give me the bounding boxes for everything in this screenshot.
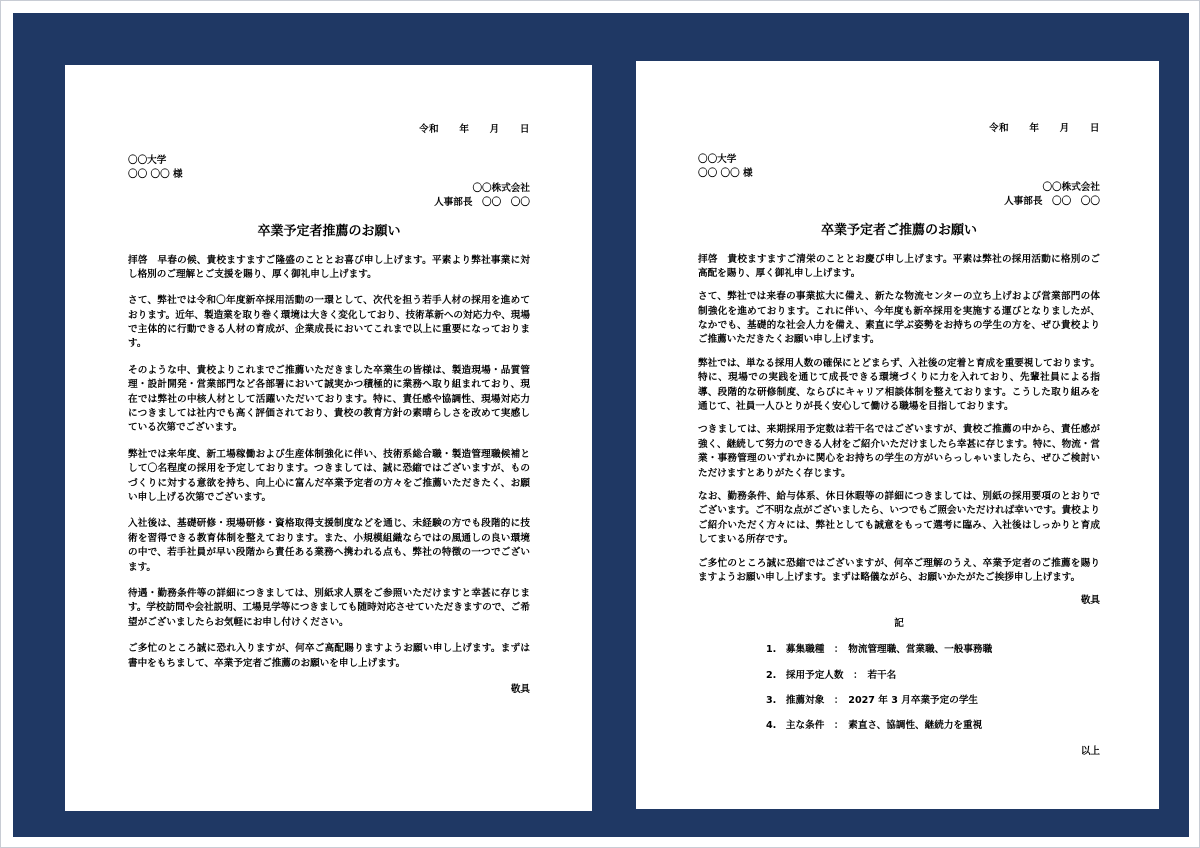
sender-name: 人事部長 〇〇 〇〇 <box>1004 196 1100 208</box>
recipient-school: 〇〇大学 <box>128 155 167 167</box>
recipient-name: 〇〇 〇〇 様 <box>698 168 753 180</box>
recipient-name: 〇〇 〇〇 様 <box>128 169 183 181</box>
recipient-block <box>698 153 1100 181</box>
list-item: 1. 募集職種 ： 物流管理職、営業職、一般事務職 <box>766 644 993 656</box>
body-paragraph: 待遇・勤務条件等の詳細につきましては、別紙求人票をご参照いただけますと幸甚に存じます。学校訪問や会社説明、工場見学等につきましても随時対応させていただきますので、ご希望がございましたらお気軽にお申し付けください。 <box>128 587 530 628</box>
ijo-closing: 以上 <box>1080 745 1100 757</box>
list-item: 3. 推薦対象 ： 2027 年 3 月卒業予定の学生 <box>766 694 979 706</box>
body-paragraph: なお、勤務条件、給与体系、休日休暇等の詳細につきましては、別紙の採用要項のとおりでございます。ご不明な点がございましたら、いつでもご照会いただければ幸いです。貴校よりご紹介いただく方々には、弊社としても誠意をもって選考に臨み、入社後はしっかりと育成してまいる所存です。 <box>698 490 1100 546</box>
body-paragraph: つきましては、来期採用予定数は若干名ではございますが、貴校ご推薦の中から、責任感が強く、継続して努力のできる人材をご紹介いただけましたら幸甚に存じます。特に、物流・営業・事務管理のいずれかに関心をお持ちの学生の方がいらっしゃいましたら、ぜひご検討いただけますとありがたく存じます。 <box>698 424 1100 479</box>
body-paragraph: そのような中、貴校よりこれまでご推薦いただきました卒業生の皆様は、製造現場・品質管理・設計開発・営業部門など各部署において誠実かつ積極的に業務へ取り組まれており、現在では弊社の中核人材として活躍いただいております。特に、責任感や協調性、現場対応力につきましては社内でも高く評価されており、貴校の教育方針の素晴らしさを改めて実感している次第でございます。 <box>128 364 530 434</box>
date-line: 令和 年 月 日 <box>988 123 1100 134</box>
body-paragraph: ご多忙のところ誠に恐れ入りますが、何卒ご高配賜りますようお願い申し上げます。まずは書中をもちまして、卒業予定者ご推薦のお願いを申し上げます。 <box>128 643 530 669</box>
closing-keigu: 敬具 <box>1080 595 1100 607</box>
letter-page-left <box>65 65 592 811</box>
body-paragraph: 拝啓 貴校ますますご清栄のこととお慶び申し上げます。平素は弊社の採用活動に格別のご高配を賜り、厚く御礼申し上げます。 <box>698 253 1100 279</box>
recipient-block <box>128 154 530 182</box>
sender-name: 人事部長 〇〇 〇〇 <box>434 197 530 209</box>
ki-heading: 記 <box>894 617 904 629</box>
body-paragraph: ご多忙のところ誠に恐縮ではございますが、何卒ご理解のうえ、卒業予定者のご推薦を賜りますようお願い申し上げます。まずは略儀ながら、お願いかたがたご挨拶申し上げます。 <box>698 557 1100 583</box>
body-paragraph: さて、弊社では来春の事業拡大に備え、新たな物流センターの立ち上げおよび営業部門の体制強化を進めております。これに伴い、今年度も新卒採用を実施する運びとなりましたが、なかでも、基礎的な社会人力を備え、素直に学ぶ姿勢をお持ちの学生の方を、ぜひ貴校よりご推薦いただきたくお願い申し上げます。 <box>698 291 1100 346</box>
sender-company: 〇〇株式会社 <box>1042 182 1100 194</box>
list-item: 4. 主な条件 ： 素直さ、協調性、継続力を重視 <box>766 720 983 732</box>
date-line: 令和 年 月 日 <box>418 124 530 135</box>
body-paragraph: 拝啓 早春の候、貴校ますますご隆盛のこととお喜び申し上げます。平素より弊社事業に対し格別のご理解とご支援を賜り、厚く御礼申し上げます。 <box>128 254 530 280</box>
sender-block <box>128 182 530 210</box>
item-list <box>766 643 1100 734</box>
sender-company: 〇〇株式会社 <box>472 183 530 195</box>
list-item: 2. 採用予定人数 ： 若干名 <box>766 669 897 681</box>
body-paragraph: さて、弊社では令和〇年度新卒採用活動の一環として、次代を担う若手人材の採用を進めております。近年、製造業を取り巻く環境は大きく変化しており、技術革新への対応力や、現場で主体的に行動できる人材の育成が、企業成長においてこれまで以上に重要になっております。 <box>128 295 530 350</box>
letter-title: 卒業予定者ご推薦のお願い <box>820 223 977 239</box>
body-paragraph: 弊社では、単なる採用人数の確保にとどまらず、入社後の定着と育成を重要視しております。特に、現場での実践を通じて成長できる環境づくりに力を入れており、先輩社員による指導、段階的な研修制度、ならびにキャリア相談体制を整えております。こうした取り組みを通じて、社員一人ひとりが長く安心して働ける職場を目指しております。 <box>698 357 1100 413</box>
sender-block <box>698 181 1100 209</box>
navy-background <box>13 13 1189 837</box>
body-paragraph: 弊社では来年度、新工場稼働および生産体制強化に伴い、技術系総合職・製造管理職候補として〇名程度の採用を予定しております。つきましては、誠に恐縮ではございますが、ものづくりに対する意欲を持ち、向上心に富んだ卒業予定者の方々をご推薦いただきたく、お願い申し上げる次第でございます。 <box>128 448 530 503</box>
letter-title: 卒業予定者推薦のお願い <box>257 224 401 240</box>
body-paragraph: 入社後は、基礎研修・現場研修・資格取得支援制度などを通じ、未経験の方でも段階的に技術を習得できる教育体制を整えております。また、小規模組織ならではの風通しの良い環境の中で、若手社員が早い段階から責任ある業務へ携われる点も、弊社の特徴の一つでございます。 <box>128 518 530 573</box>
closing-keigu: 敬具 <box>510 683 530 695</box>
recipient-school: 〇〇大学 <box>698 154 737 166</box>
letter-page-right <box>636 61 1159 809</box>
